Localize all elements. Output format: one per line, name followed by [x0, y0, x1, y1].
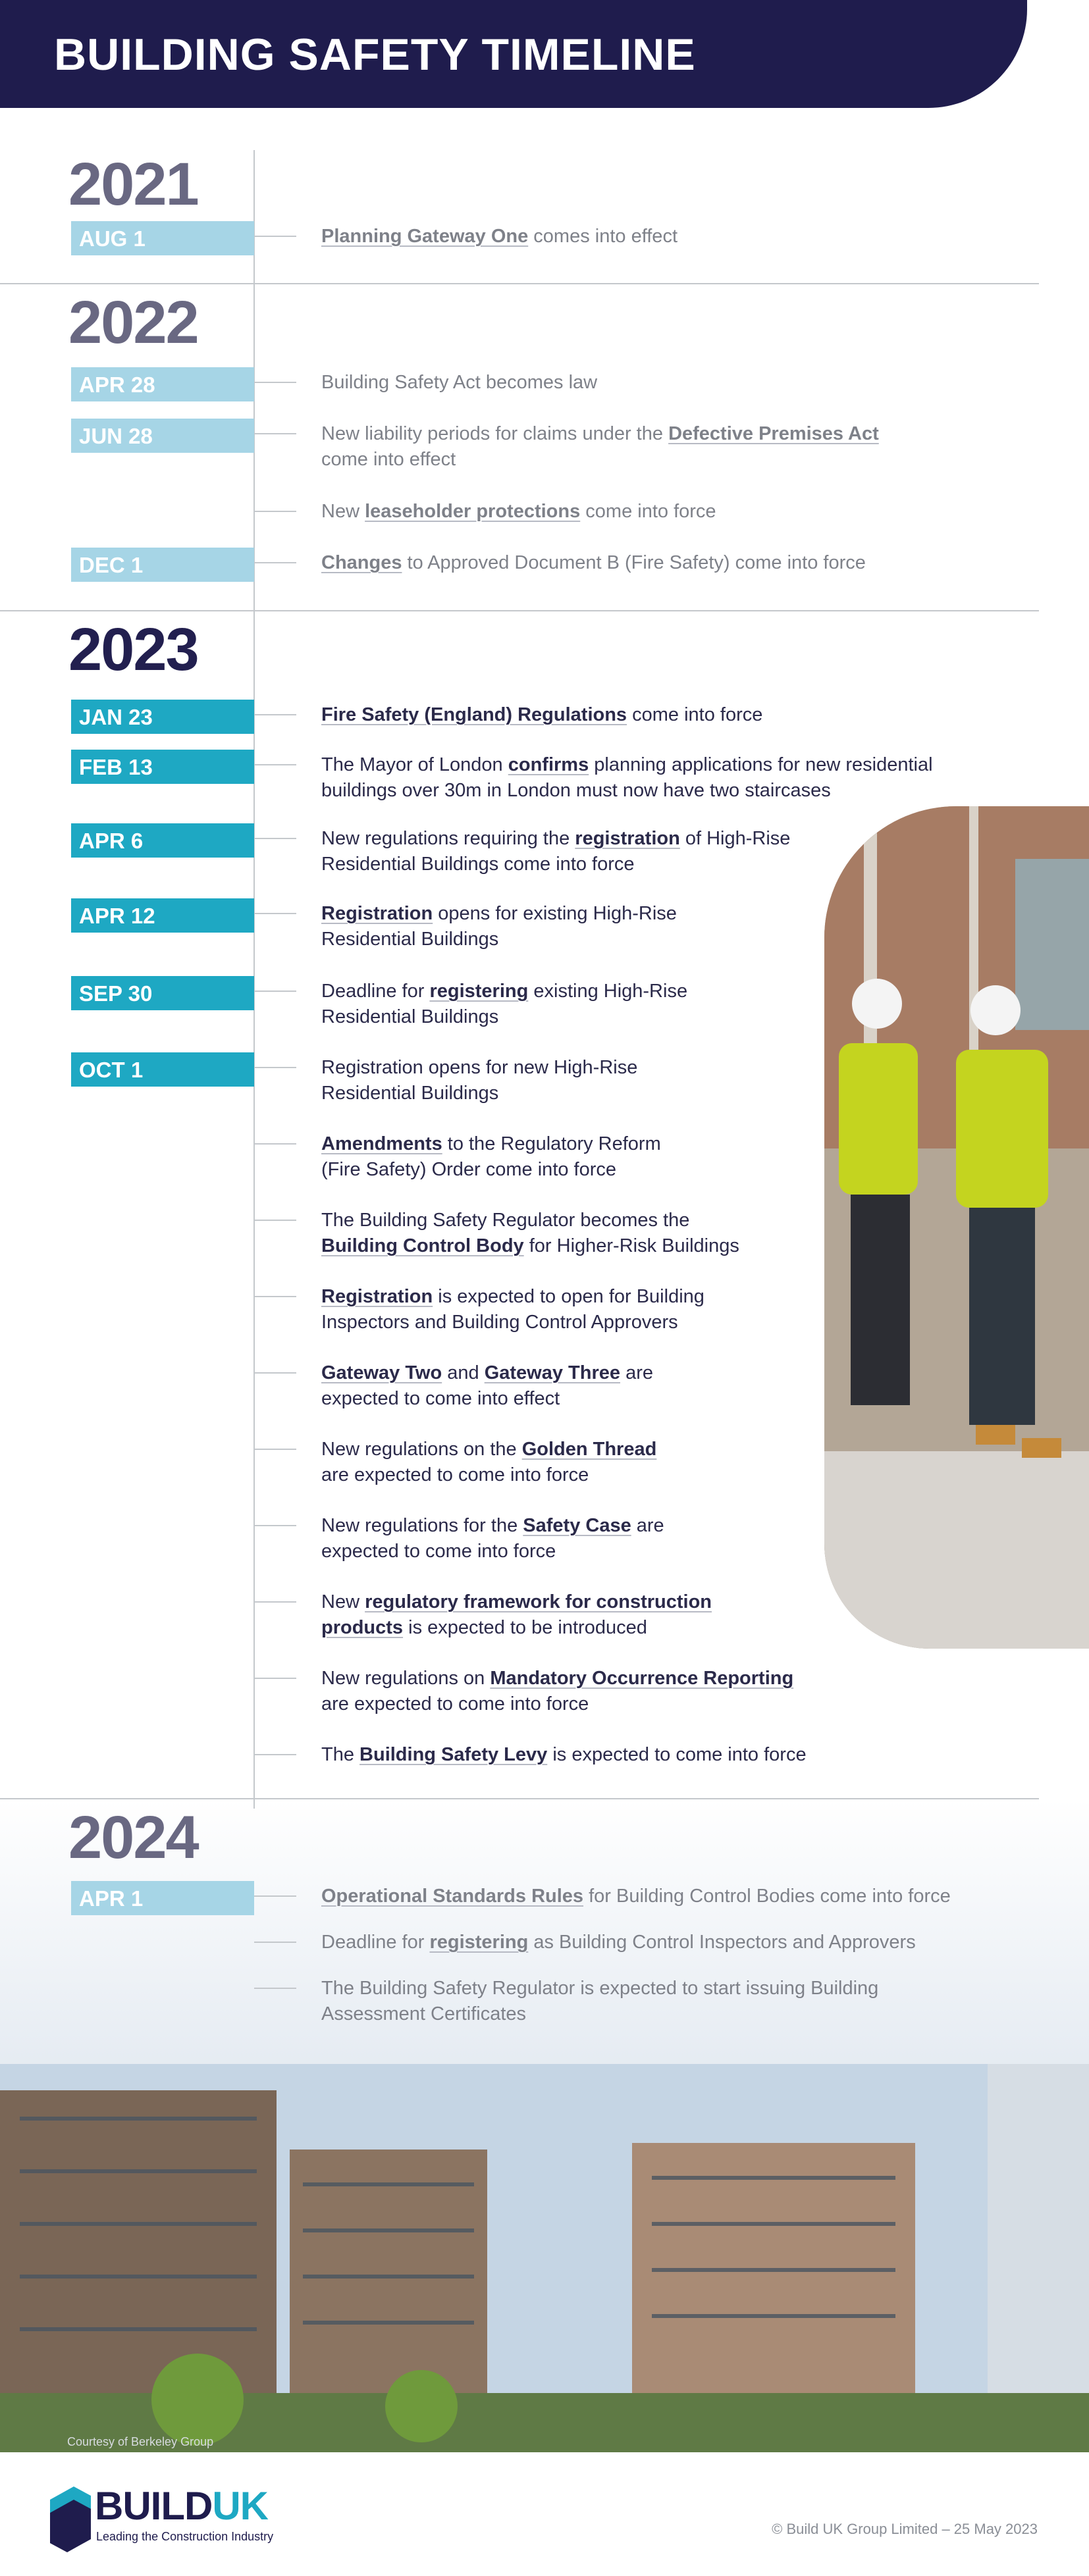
logo-tagline: Leading the Construction Industry — [96, 2530, 274, 2543]
event-text-run: New regulations for the — [321, 1515, 523, 1536]
event-text-run: expected to come into effect — [321, 1388, 560, 1409]
logo-wordmark — [95, 2486, 268, 2526]
event-link[interactable]: regulatory framework for construction — [365, 1591, 712, 1612]
event-text-run: The Building Safety Regulator becomes the — [321, 1210, 690, 1231]
event-text-run: New regulations requiring the — [321, 828, 575, 849]
event-text-run: Building Safety Act becomes law — [321, 372, 598, 393]
event-link[interactable]: Golden Thread — [521, 1439, 657, 1460]
year-section-2021 — [0, 146, 1089, 284]
event-text-run: Registration opens for new High-Rise — [321, 1057, 638, 1078]
event-text — [321, 1055, 1032, 1106]
event-text-run: and — [442, 1362, 485, 1383]
event-text-run: New regulations on the — [321, 1439, 522, 1460]
build-uk-logo — [50, 2486, 274, 2559]
event-tick — [254, 511, 296, 512]
event-date: OCT 1 — [71, 1052, 254, 1087]
event-text-run: Inspectors and Building Control Approvers — [321, 1312, 678, 1333]
event-link[interactable]: Registration — [321, 1286, 433, 1307]
event-tick — [254, 1754, 296, 1755]
event-text-run: come into effect — [321, 449, 456, 470]
event-text — [321, 1208, 1032, 1259]
event-text-run: is expected to be introduced — [403, 1617, 647, 1638]
event-link[interactable]: confirms — [508, 754, 589, 775]
event-link[interactable]: products — [321, 1617, 404, 1638]
event-text — [321, 979, 1032, 1030]
event-link[interactable]: Fire Safety (England) Regulations — [321, 704, 627, 725]
event-text — [321, 1131, 1032, 1183]
year-section-2023 — [0, 611, 1089, 1799]
event-text — [321, 1284, 1032, 1335]
event-text-run: Residential Buildings — [321, 1006, 499, 1027]
event-tick — [254, 1143, 296, 1145]
event-text-run: are expected to come into force — [321, 1464, 589, 1485]
event-date: APR 1 — [71, 1881, 254, 1915]
event-text-run: The — [321, 1744, 360, 1765]
event-link[interactable]: Operational Standards Rules — [321, 1886, 584, 1907]
copyright-notice: © Build UK Group Limited – 25 May 2023 — [772, 2521, 1038, 2537]
event-text — [321, 1742, 1032, 1768]
event-text-run: opens for existing High-Rise — [433, 903, 677, 924]
logo-uk: UK — [212, 2484, 268, 2528]
event-text — [321, 370, 1032, 396]
event-tick — [254, 1942, 296, 1943]
year-heading: 2024 — [68, 1804, 198, 1871]
event-text-run: New — [321, 501, 365, 522]
event-text-run: New regulations on — [321, 1668, 491, 1689]
logo-build: BUILD — [95, 2484, 213, 2528]
event-tick — [254, 1449, 296, 1450]
event-tick — [254, 1525, 296, 1526]
event-text — [321, 1884, 1032, 1909]
event-text-run: expected to come into force — [321, 1541, 556, 1562]
event-tick — [254, 562, 296, 563]
event-text-run: is expected to come into force — [547, 1744, 807, 1765]
residential-buildings-illustration — [0, 2064, 1089, 2452]
event-text — [321, 901, 1032, 952]
event-link[interactable]: leaseholder protections — [365, 501, 581, 522]
residential-buildings-photo — [0, 2064, 1089, 2452]
event-text-run: are expected to come into force — [321, 1693, 589, 1714]
event-text-run: Residential Buildings come into force — [321, 854, 635, 875]
event-tick — [254, 382, 296, 383]
event-date: APR 12 — [71, 898, 254, 933]
event-text — [321, 826, 1032, 877]
event-text — [321, 702, 1032, 728]
event-text-run: Deadline for — [321, 1932, 430, 1953]
event-text — [321, 1976, 1032, 2027]
event-tick — [254, 1220, 296, 1221]
event-tick — [254, 714, 296, 715]
event-text — [321, 550, 1032, 576]
event-text-run: for Building Control Bodies come into force — [583, 1886, 951, 1907]
event-link[interactable]: registering — [429, 981, 529, 1002]
event-text-run: Residential Buildings — [321, 1083, 499, 1104]
event-text-run: The Mayor of London — [321, 754, 508, 775]
event-text-run: New liability periods for claims under the — [321, 423, 669, 444]
event-text-run: come into force — [627, 704, 763, 725]
event-date: APR 28 — [71, 367, 254, 401]
event-text-run: are — [620, 1362, 653, 1383]
event-text — [321, 1437, 1032, 1488]
event-text-run: The Building Safety Regulator is expected to start issuing Building — [321, 1978, 879, 1999]
event-link[interactable]: Building Control Body — [321, 1235, 524, 1256]
event-link[interactable]: Mandatory Occurrence Reporting — [490, 1668, 794, 1689]
event-link[interactable]: registering — [429, 1932, 529, 1953]
event-text-run: New — [321, 1591, 365, 1612]
event-text — [321, 1666, 1032, 1717]
event-text-run: for Higher-Risk Buildings — [523, 1235, 739, 1256]
year-heading: 2021 — [68, 151, 198, 218]
event-date: SEP 30 — [71, 976, 254, 1010]
event-text-run: buildings over 30m in London must now have two staircases — [321, 780, 831, 801]
event-text-run: to Approved Document B (Fire Safety) come into force — [402, 552, 866, 573]
event-tick — [254, 433, 296, 434]
event-text-run: to the Regulatory Reform — [442, 1133, 661, 1154]
event-date: AUG 1 — [71, 221, 254, 255]
event-date: DEC 1 — [71, 548, 254, 582]
event-text-run: Deadline for — [321, 981, 430, 1002]
event-text — [321, 224, 1032, 249]
event-link[interactable]: Safety Case — [523, 1515, 631, 1536]
event-tick — [254, 1988, 296, 1989]
event-text — [321, 1360, 1032, 1412]
event-text-run: comes into effect — [528, 226, 677, 247]
year-heading: 2023 — [68, 616, 198, 683]
event-tick — [254, 838, 296, 839]
event-tick — [254, 764, 296, 765]
event-date: JUN 28 — [71, 419, 254, 453]
photo-credit: Courtesy of Berkeley Group — [67, 2435, 214, 2448]
page-title: BUILDING SAFETY TIMELINE — [54, 30, 696, 80]
event-tick — [254, 236, 296, 237]
event-tick — [254, 1895, 296, 1897]
event-text-run: is expected to open for Building — [433, 1286, 704, 1307]
event-link[interactable]: Amendments — [321, 1133, 442, 1154]
event-link[interactable]: Gateway Two — [321, 1362, 442, 1383]
event-text-run: Residential Buildings — [321, 929, 499, 950]
event-tick — [254, 1067, 296, 1068]
event-link[interactable]: registration — [575, 828, 680, 849]
event-tick — [254, 913, 296, 914]
event-tick — [254, 1601, 296, 1603]
event-link[interactable]: Defective Premises Act — [668, 423, 879, 444]
event-tick — [254, 991, 296, 992]
year-section-2022 — [0, 284, 1089, 611]
event-text — [321, 1930, 1032, 1955]
event-date: FEB 13 — [71, 750, 254, 784]
event-link[interactable]: Planning Gateway One — [321, 226, 529, 247]
event-text — [321, 752, 1032, 804]
event-text-run: as Building Control Inspectors and Approvers — [528, 1932, 916, 1953]
event-text — [321, 499, 1032, 525]
year-section-2024 — [0, 1799, 1089, 2064]
event-text-run: Assessment Certificates — [321, 2003, 527, 2024]
event-tick — [254, 1678, 296, 1679]
event-link[interactable]: Building Safety Levy — [359, 1744, 548, 1765]
build-uk-mark-icon — [50, 2486, 91, 2552]
event-text-run: come into force — [580, 501, 716, 522]
event-text-run: of High-Rise — [679, 828, 791, 849]
event-text-run: (Fire Safety) Order come into force — [321, 1159, 617, 1180]
event-tick — [254, 1372, 296, 1374]
event-link[interactable]: Changes — [321, 552, 402, 573]
event-text — [321, 1513, 1032, 1564]
header-banner — [0, 0, 1027, 108]
event-text-run: are — [631, 1515, 664, 1536]
year-heading: 2022 — [68, 289, 198, 356]
event-link[interactable]: Gateway Three — [484, 1362, 621, 1383]
footer — [0, 2452, 1089, 2576]
event-text-run: existing High-Rise — [528, 981, 688, 1002]
event-link[interactable]: Registration — [321, 903, 433, 924]
event-date: JAN 23 — [71, 700, 254, 734]
event-text — [321, 1589, 1032, 1641]
event-date: APR 6 — [71, 823, 254, 858]
event-tick — [254, 1296, 296, 1297]
event-text — [321, 421, 1032, 473]
event-text-run: planning applications for new residential — [589, 754, 933, 775]
